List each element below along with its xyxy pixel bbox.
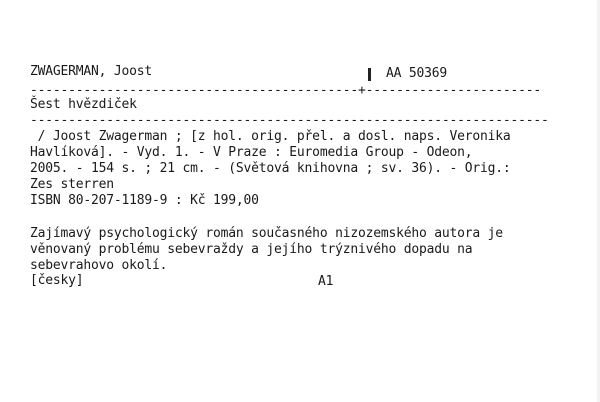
top-rule: -------------------------------------------+----------------------- <box>30 84 541 97</box>
isbn-price-line: ISBN 80-207-1189-9 : Kč 199,00 <box>30 193 259 208</box>
call-number: AA 50369 <box>386 66 448 81</box>
call-number-marker <box>368 68 371 81</box>
middle-rule: -------------------------------------------------------------------- <box>30 114 549 127</box>
body-line-3: 2005. - 154 s. ; 21 cm. - (Světová knihovna ; sv. 36). - Orig.: <box>30 161 511 176</box>
annotation-line-3: sebevrahovo okolí. <box>30 258 168 273</box>
body-line-2: Havlíková]. - Vyd. 1. - V Praze : Euromedia Group - Odeon, <box>30 145 473 160</box>
classification-code: A1 <box>318 274 334 289</box>
annotation-line-2: věnovaný problému sebevraždy a jejího trýznivého dopadu na <box>30 242 473 257</box>
body-line-1: / Joost Zwagerman ; [z hol. orig. přel. a dosl. naps. Veronika <box>30 129 511 144</box>
body-line-4: Zes sterren <box>30 177 114 192</box>
language-tag: [česky] <box>30 273 84 288</box>
title: Šest hvězdiček <box>30 97 137 112</box>
annotation-line-1: Zajímavý psychologický román současného nizozemského autora je <box>30 226 503 241</box>
author-heading: ZWAGERMAN, Joost <box>30 64 153 79</box>
